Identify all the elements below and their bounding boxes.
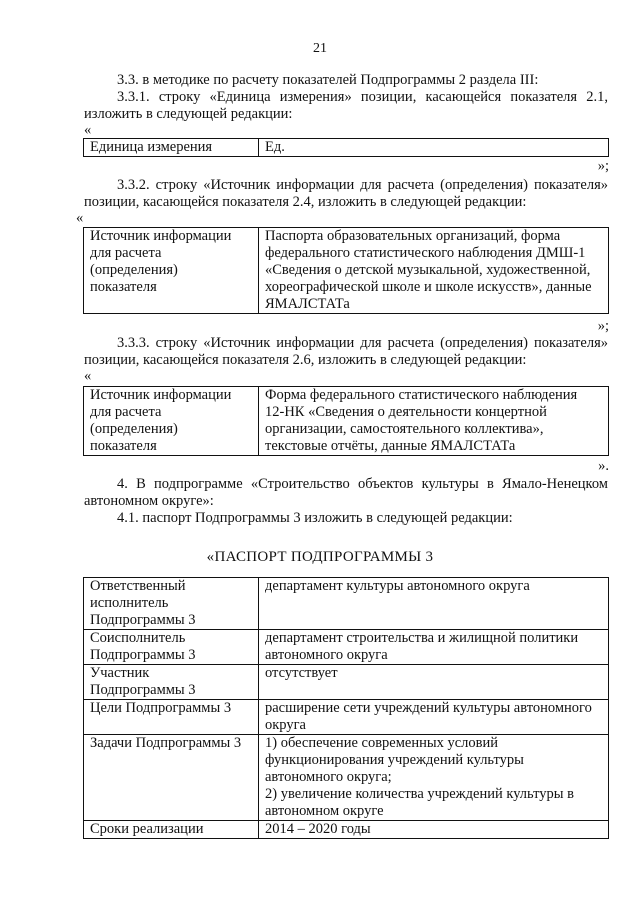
row-value bbox=[259, 821, 609, 839]
unit-of-measure-table bbox=[83, 138, 609, 157]
row-value bbox=[259, 228, 609, 314]
value-line: федерального статистического наблюдения ДМШ-1 bbox=[265, 245, 586, 261]
table-row bbox=[84, 700, 609, 735]
section-3-3-1-line2: изложить в следующей редакции: bbox=[84, 106, 293, 122]
table-row bbox=[84, 387, 609, 456]
table-row bbox=[84, 228, 609, 314]
label-line: исполнитель bbox=[90, 595, 169, 611]
value-line: 12-НК «Сведения о деятельности концертной bbox=[265, 404, 547, 420]
label-line: Цели Подпрограммы 3 bbox=[90, 700, 232, 716]
row-label bbox=[84, 630, 259, 665]
value-line: хореографической школе и школе искусств», данные bbox=[265, 279, 592, 295]
label-line: показателя bbox=[90, 438, 157, 454]
label-line: Участник bbox=[90, 665, 150, 681]
value-line: автономного округа bbox=[265, 647, 388, 663]
value-line: ЯМАЛСТАТа bbox=[265, 296, 350, 312]
label-line: Источник информации bbox=[90, 387, 232, 403]
section-3-3-3-line2: позиции, касающейся показателя 2.6, изложить в следующей редакции: bbox=[84, 352, 527, 368]
row-label bbox=[84, 578, 259, 630]
value-line: «Сведения о детской музыкальной, художественной, bbox=[265, 262, 591, 278]
value-line: 1) обеспечение современных условий bbox=[265, 735, 499, 751]
row-value bbox=[259, 665, 609, 700]
passport-title: «ПАСПОРТ ПОДПРОГРАММЫ 3 bbox=[206, 549, 434, 565]
label-line: для расчета bbox=[90, 404, 162, 420]
value-line: функционирования учреждений культуры bbox=[265, 752, 524, 768]
row-label bbox=[84, 228, 259, 314]
label-line: Подпрограммы 3 bbox=[90, 647, 196, 663]
value-line: автономном округе bbox=[265, 803, 384, 819]
value-line: округа bbox=[265, 717, 306, 733]
label-line: (определения) bbox=[90, 421, 178, 437]
section-3-3-1-line1: 3.3.1. строку «Единица измерения» позиции, касающейся показателя 2.1, bbox=[117, 89, 608, 105]
section-3-3-2-line2: позиции, касающейся показателя 2.4, изложить в следующей редакции: bbox=[84, 194, 527, 210]
value-line: текстовые отчёты, данные ЯМАЛСТАТа bbox=[265, 438, 516, 454]
label-line: показателя bbox=[90, 279, 157, 295]
info-source-table-2-4 bbox=[83, 227, 609, 314]
label-line: Подпрограммы 3 bbox=[90, 612, 196, 628]
value-line: Форма федерального статистического наблюдения bbox=[265, 387, 578, 403]
label-line: Источник информации bbox=[90, 228, 232, 244]
label-line: Соисполнитель bbox=[90, 630, 186, 646]
table-row bbox=[84, 630, 609, 665]
table-row bbox=[84, 578, 609, 630]
row-value bbox=[259, 578, 609, 630]
label-line: Ответственный bbox=[90, 578, 186, 594]
row-value bbox=[259, 387, 609, 456]
row-value bbox=[259, 735, 609, 821]
close-quote: ». bbox=[598, 458, 609, 474]
label-line: для расчета bbox=[90, 245, 162, 261]
row-label bbox=[84, 735, 259, 821]
table-row bbox=[84, 665, 609, 700]
row-label bbox=[84, 821, 259, 839]
passport-table bbox=[83, 577, 609, 839]
value-line: департамент культуры автономного округа bbox=[265, 578, 530, 594]
section-4-1: 4.1. паспорт Подпрограммы 3 изложить в следующей редакции: bbox=[117, 510, 513, 526]
value-line: автономного округа; bbox=[265, 769, 392, 785]
info-source-table-2-6 bbox=[83, 386, 609, 456]
value-line: расширение сети учреждений культуры автономного bbox=[265, 700, 592, 716]
table-row bbox=[84, 821, 609, 839]
open-quote: « bbox=[84, 122, 92, 138]
row-value bbox=[259, 630, 609, 665]
row-label bbox=[84, 387, 259, 456]
row-label bbox=[84, 665, 259, 700]
table-row bbox=[84, 139, 609, 157]
section-3-3-3-line1: 3.3.3. строку «Источник информации для расчета (определения) показателя» bbox=[117, 335, 608, 351]
value-line: отсутствует bbox=[265, 665, 338, 681]
section-3-3-2-line1: 3.3.2. строку «Источник информации для расчета (определения) показателя» bbox=[117, 177, 608, 193]
section-4-line2: автономном округе»: bbox=[84, 493, 214, 509]
value-line: Паспорта образовательных организаций, форма bbox=[265, 228, 561, 244]
open-quote: « bbox=[76, 210, 84, 226]
value-line: 2) увеличение количества учреждений культуры в bbox=[265, 786, 574, 802]
label-line: Сроки реализации bbox=[90, 821, 204, 837]
label-line: Подпрограммы 3 bbox=[90, 682, 196, 698]
value-line: департамент строительства и жилищной политики bbox=[265, 630, 579, 646]
section-4-line1: 4. В подпрограмме «Строительство объектов культуры в Ямало-Ненецком bbox=[117, 476, 608, 492]
value-line: организации, самостоятельного коллектива», bbox=[265, 421, 544, 437]
open-quote: « bbox=[84, 368, 92, 384]
close-quote: »; bbox=[597, 318, 609, 334]
row-value: Ед. bbox=[259, 139, 609, 157]
section-3-3-heading: 3.3. в методике по расчету показателей Подпрограммы 2 раздела III: bbox=[117, 72, 539, 88]
row-label: Единица измерения bbox=[84, 139, 259, 157]
row-value bbox=[259, 700, 609, 735]
label-line: (определения) bbox=[90, 262, 178, 278]
table-row bbox=[84, 735, 609, 821]
value-line: 2014 – 2020 годы bbox=[265, 821, 371, 837]
row-label bbox=[84, 700, 259, 735]
page-number: 21 bbox=[313, 41, 327, 56]
close-quote: »; bbox=[597, 158, 609, 174]
label-line: Задачи Подпрограммы 3 bbox=[90, 735, 242, 751]
